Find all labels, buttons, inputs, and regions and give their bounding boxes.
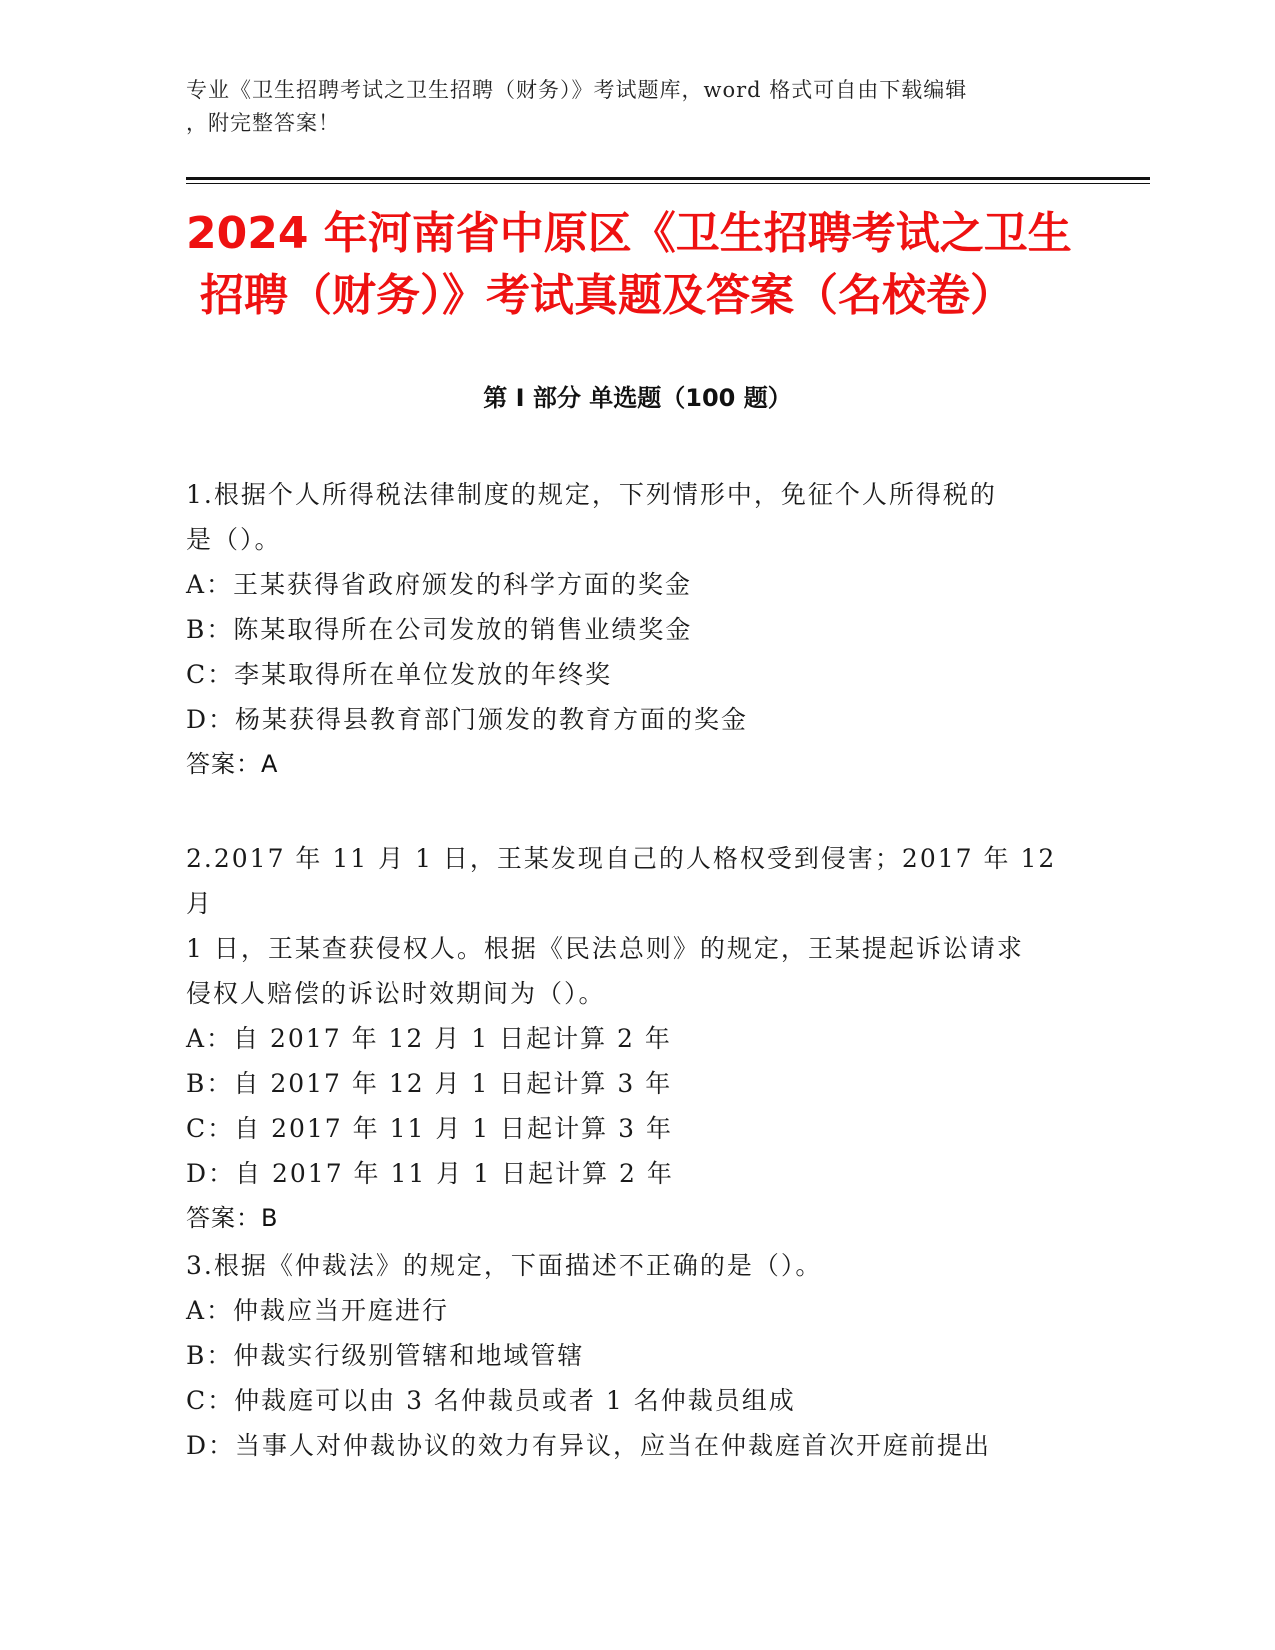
option-a: A：自 2017 年 12 月 1 日起计算 2 年 [186,1024,672,1053]
option-a: A：王某获得省政府颁发的科学方面的奖金 [186,570,693,599]
option-a: A：仲裁应当开庭进行 [186,1296,450,1325]
header-note-line-2: ，附完整答案！ [186,111,340,135]
option-d: D：自 2017 年 11 月 1 日起计算 2 年 [186,1159,674,1188]
option-d: D：当事人对仲裁协议的效力有异议，应当在仲裁庭首次开庭前提出 [186,1431,992,1460]
question-1 [186,472,1086,787]
answer-line: 答案：A [186,750,279,778]
question-3 [186,1243,1086,1468]
question-stem-line: 2.2017 年 11 月 1 日，王某发现自己的人格权受到侵害；2017 年 12 月 [186,844,1057,918]
header-divider-thick [186,177,1150,180]
option-c: C：仲裁庭可以由 3 名仲裁员或者 1 名仲裁员组成 [186,1386,796,1415]
question-2 [186,836,1086,1241]
header-note [186,74,1086,140]
question-stem-line: 侵权人赔偿的诉讼时效期间为（）。 [186,979,606,1008]
section-heading: 第 I 部分 单选题（100 题） [483,384,792,412]
option-d: D：杨某获得县教育部门颁发的教育方面的奖金 [186,705,749,734]
document-title-line-1: 2024 年河南省中原区《卫生招聘考试之卫生 [186,208,1072,259]
option-b: B：陈某取得所在公司发放的销售业绩奖金 [186,615,693,644]
question-stem-line: 3.根据《仲裁法》的规定，下面描述不正确的是（）。 [186,1251,823,1280]
question-stem-line: 1 日，王某查获侵权人。根据《民法总则》的规定，王某提起诉讼请求 [186,934,1024,963]
option-c: C：自 2017 年 11 月 1 日起计算 3 年 [186,1114,673,1143]
header-note-line-1: 专业《卫生招聘考试之卫生招聘（财务）》考试题库，word 格式可自由下载编辑 [186,78,968,102]
option-c: C：李某取得所在单位发放的年终奖 [186,660,613,689]
document-title [186,203,1086,327]
option-b: B：自 2017 年 12 月 1 日起计算 3 年 [186,1069,673,1098]
option-b: B：仲裁实行级别管辖和地域管辖 [186,1341,585,1370]
question-stem-line: 是（）。 [186,525,282,554]
answer-line: 答案：B [186,1204,279,1232]
document-title-line-2: 招聘（财务）》考试真题及答案（名校卷） [200,270,1014,321]
question-stem-line: 1.根据个人所得税法律制度的规定，下列情形中，免征个人所得税的 [186,480,997,509]
header-divider-thin [186,183,1150,184]
